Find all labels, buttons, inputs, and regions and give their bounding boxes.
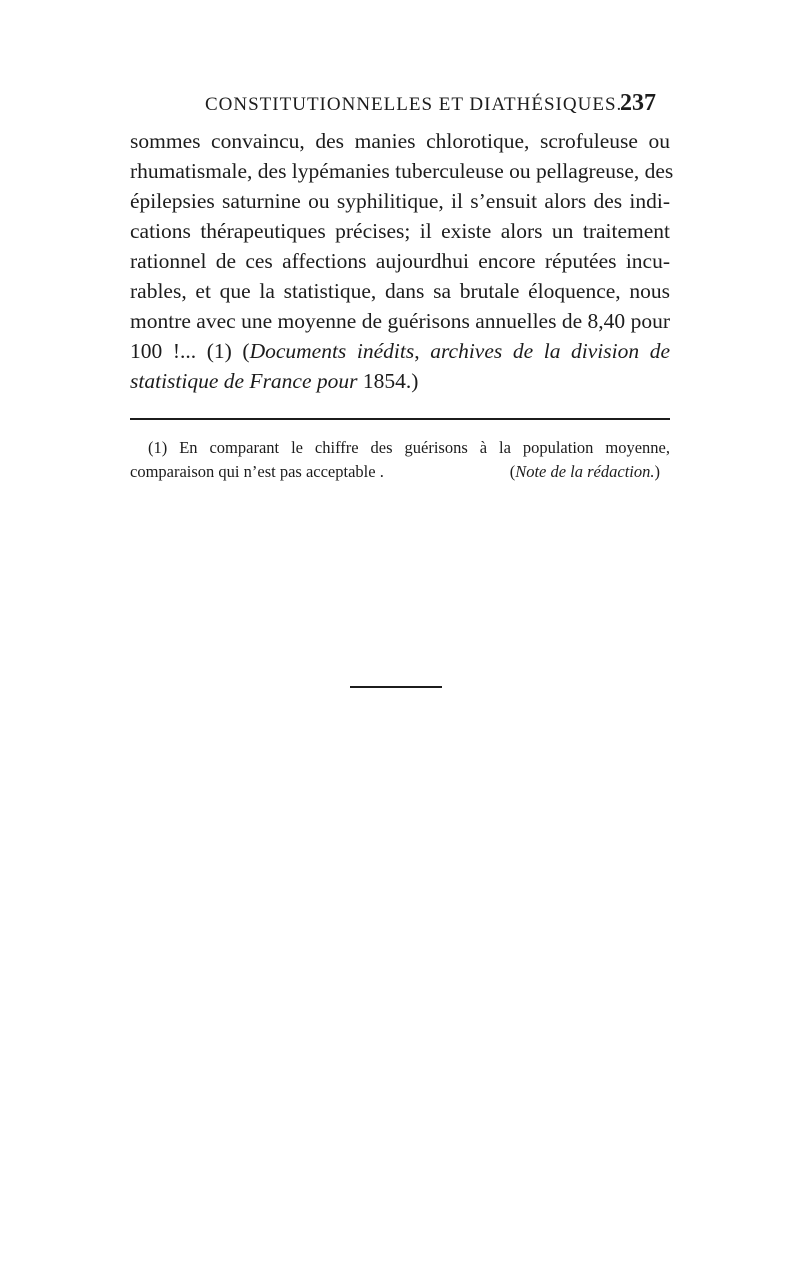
line-separator: , [414,339,431,363]
text-line: cations thérapeutiques précises; il existe alors un traitement [130,219,670,243]
footnote-separator-rule [130,418,670,420]
main-paragraph [130,126,674,396]
footnote-line [130,460,670,484]
text-line: épilepsies saturnine ou syphilitique, il s’ensuit alors des indi- [130,189,670,213]
text-line [130,366,670,396]
italic-citation: statistique de France pour [130,369,358,393]
text-line: rables, et que la statistique, dans sa brutale éloquence, nous [130,279,670,303]
line-start: 100 !... (1) ( [130,339,250,363]
line-end: 1854.) [357,369,419,393]
italic-citation: Documents inédits [249,339,415,363]
running-header: CONSTITUTIONNELLES ET DIATHÉSIQUES. [205,94,623,115]
footnote [130,436,670,484]
text-line: rhumatismale, des lypémanies tuberculeuse ou pellagreuse, des [130,159,674,183]
text-line [130,336,670,366]
editor-note-italic: Note de la rédaction. [515,462,655,481]
end-rule [350,686,442,688]
text-line: montre avec une moyenne de guérisons annuelles de 8,40 pour [130,309,670,333]
italic-citation: archives de la division de [430,339,671,363]
editor-note: (Note de la rédaction.) [509,462,660,481]
footnote-text: comparaison qui n’est pas acceptable . [130,462,384,481]
footnote-line: (1) En comparant le chiffre des guérisons à la population moyenne, [148,438,670,457]
page-number: 237 [620,90,656,116]
text-line: sommes convaincu, des manies chlorotique, scrofuleuse ou [130,129,670,153]
text-line: rationnel de ces affections aujourdhui encore réputées incu- [130,249,670,273]
